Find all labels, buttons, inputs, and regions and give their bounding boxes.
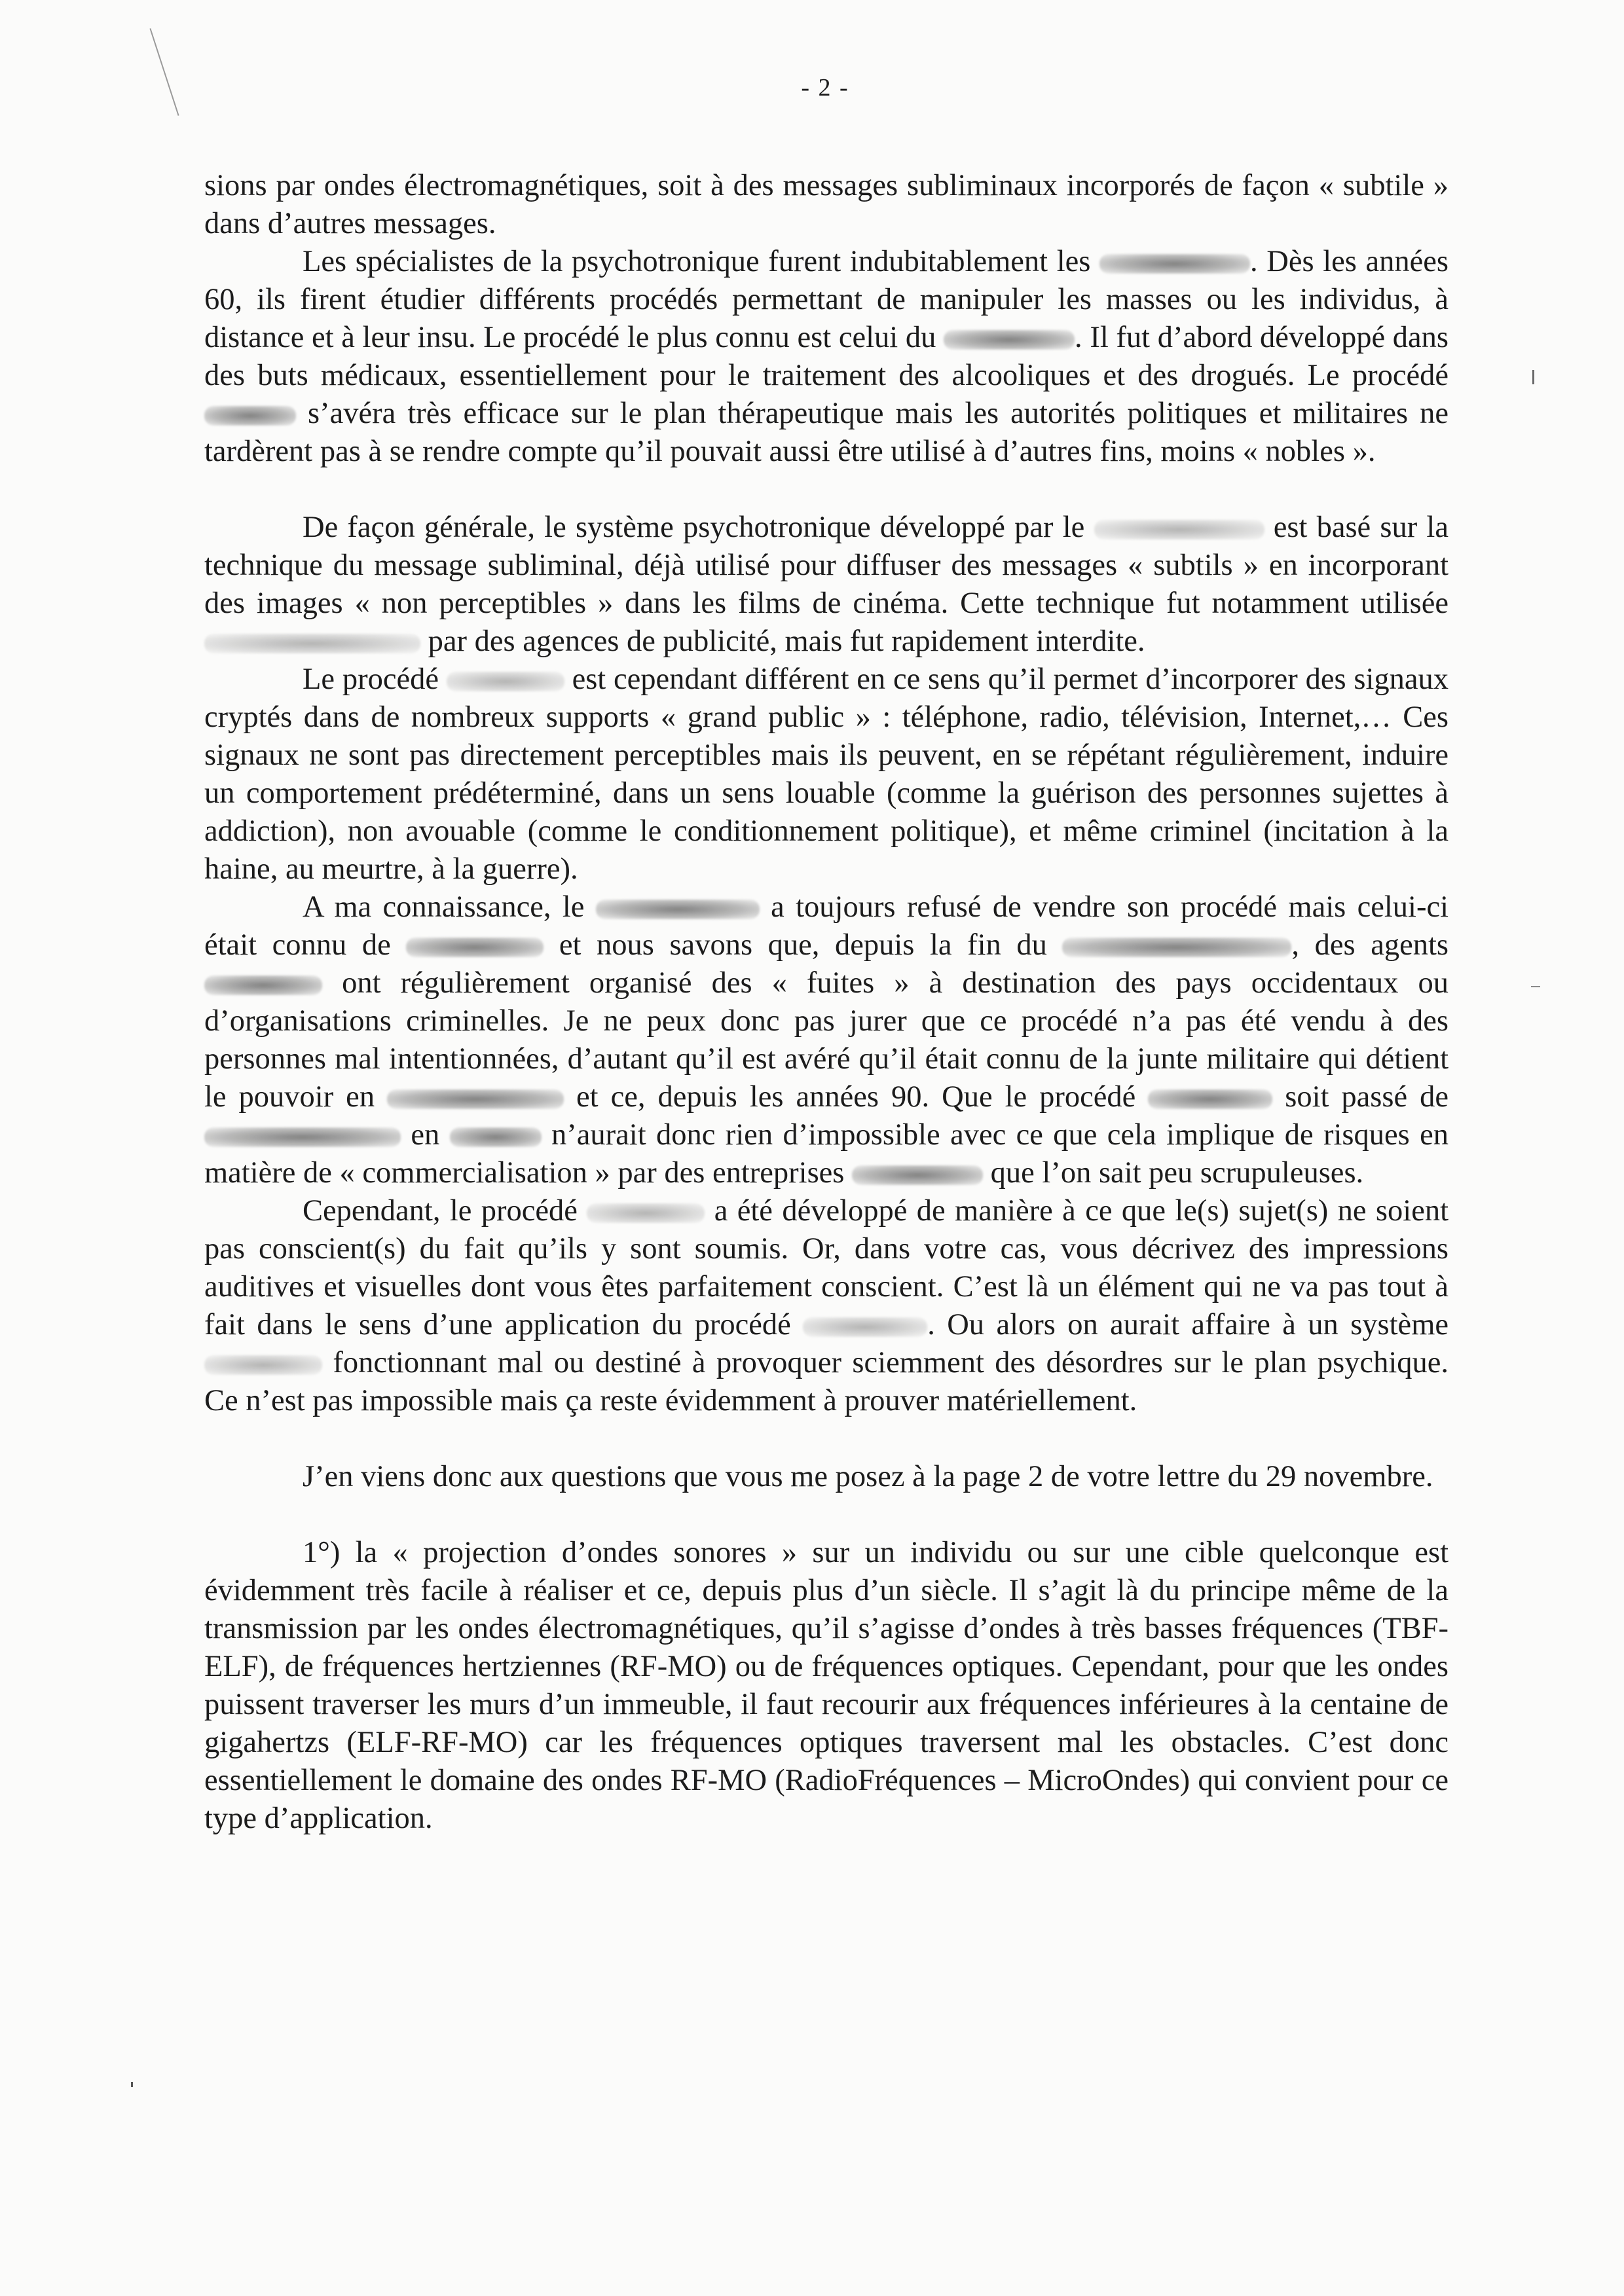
text-run: est cependant différent en ce sens qu’il permet d’incorporer des signaux cryptés dans de nombreux supports « grand public » : téléphone, radio, télévision, Internet,… Ces signaux ne sont pas directement perceptibles mais ils peuvent, en se répétant régulièrement, induire un comportement prédéterminé, dans un sens louable (comme la guérison des personnes sujettes à addiction), non avouable (comme le conditionnement politique), et même criminel (incitation à la haine, au meurtre, à la guerre). xyxy=(204,663,1449,886)
text-run: . Il fut d’abord développé dans des buts médicaux, essentiellement pour le traitement des alcooliques et des drogués. Le procédé xyxy=(204,321,1449,392)
redaction-mark xyxy=(387,1089,564,1109)
text-run: en xyxy=(401,1118,450,1152)
redaction-mark xyxy=(204,634,420,653)
text-run: que l’on sait peu scrupuleuses. xyxy=(983,1156,1364,1190)
redaction-mark xyxy=(596,900,760,919)
text-run: 1°) la « projection d’ondes sonores » sur un individu ou sur une cible quelconque est évidemment très facile à réaliser et ce, depuis plus d’un siècle. Il s’agit là du principe même de la transmission par les ondes électromagnétiques, qu’il s’agisse d’ondes à très basses fréquences (TBF-ELF), de fréquences hertziennes (RF-MO) ou de fréquences optiques. Cependant, pour que les ondes puissent traverser les murs d’un immeuble, il faut recourir aux fréquences inférieures à la centaine de gigahertzs (ELF-RF-MO) car les fréquences optiques traversent mal les obstacles. C’est donc essentiellement le domaine des ondes RF-MO (RadioFréquences – MicroOndes) qui convient pour ce type d’application. xyxy=(204,1536,1449,1835)
text-run: fonctionnant mal ou destiné à provoquer sciemment des désordres sur le plan psychique. Ce n’est pas impossible mais ça reste évidemment à prouver matériellement. xyxy=(204,1346,1449,1417)
text-run: et ce, depuis les années 90. Que le procédé xyxy=(564,1080,1149,1114)
text-run: , des agents xyxy=(1291,928,1449,962)
text-run: s’avéra très efficace sur le plan thérapeutique mais les autorités politiques et militaires ne tardèrent pas à se rendre compte qu’il pouvait aussi être utilisé à d’autres fins, moins « nobles ». xyxy=(204,397,1449,468)
text-run: soit passé de xyxy=(1272,1080,1449,1114)
redaction-mark xyxy=(1148,1089,1272,1109)
text-run: Le procédé xyxy=(303,663,447,696)
paragraph xyxy=(204,243,1449,471)
text-run: a toujours refusé de vendre son procédé mais celui-ci était connu de xyxy=(204,890,1449,962)
paragraph xyxy=(204,888,1449,1192)
redaction-mark xyxy=(944,330,1075,350)
text-run: par des agences de publicité, mais fut rapidement interdite. xyxy=(420,625,1145,658)
redaction-mark xyxy=(450,1127,542,1147)
scan-mark xyxy=(149,28,179,116)
text-run: Les spécialistes de la psychotronique furent indubitablement les xyxy=(303,245,1099,278)
redaction-mark xyxy=(406,938,544,957)
paragraph xyxy=(204,1192,1449,1420)
text-run: et nous savons que, depuis la fin du xyxy=(544,928,1063,962)
scan-mark xyxy=(1532,370,1534,384)
paragraph xyxy=(204,167,1449,243)
paragraph xyxy=(204,661,1449,888)
text-run: Cependant, le procédé xyxy=(303,1194,587,1228)
redaction-mark xyxy=(204,1127,401,1147)
redaction-mark xyxy=(204,975,322,995)
redaction-mark xyxy=(204,406,296,426)
text-run: . Ou alors on aurait affaire à un système xyxy=(927,1308,1449,1341)
paragraph xyxy=(204,1458,1449,1496)
scan-mark xyxy=(1531,986,1540,987)
paragraph xyxy=(204,1534,1449,1838)
text-run: De façon générale, le système psychotronique développé par le xyxy=(303,511,1094,544)
text-run: n’aurait donc rien d’impossible avec ce que cela implique de risques en matière de « commercialisation » par des entreprises xyxy=(204,1118,1449,1190)
redaction-mark xyxy=(447,672,564,691)
redaction-mark xyxy=(1062,938,1291,957)
text-run: sions par ondes électromagnétiques, soit à des messages subliminaux incorporés de façon « subtile » dans d’autres messages. xyxy=(204,169,1449,240)
redaction-mark xyxy=(803,1317,927,1337)
paragraph xyxy=(204,509,1449,661)
redaction-mark xyxy=(1099,254,1250,274)
redaction-mark xyxy=(204,1355,322,1375)
text-run: a été développé de manière à ce que le(s) sujet(s) ne soient pas conscient(s) du fait qu’ils y sont soumis. Or, dans votre cas, vous décrivez des impressions auditives et visuelles dont vous êtes parfaitement conscient. C’est là un élément qui ne va pas tout à fait dans le sens d’une application du procédé xyxy=(204,1194,1449,1341)
text-run: . Dès les années 60, ils firent étudier différents procédés permettant de manipuler les masses ou les individus, à distance et à leur insu. Le procédé le plus connu est celui du xyxy=(204,245,1449,354)
scan-mark xyxy=(131,2082,133,2087)
text-run: ont régulièrement organisé des « fuites » à destination des pays occidentaux ou d’organisations criminelles. Je ne peux donc pas jurer que ce procédé n’a pas été vendu à des personnes mal intentionnées, d’autant qu’il est avéré qu’il était connu de la junte militaire qui détient le pouvoir en xyxy=(204,966,1449,1114)
page-number: - 2 - xyxy=(801,74,849,101)
text-run: J’en viens donc aux questions que vous me posez à la page 2 de votre lettre du 29 novembre. xyxy=(303,1460,1433,1493)
text-run: est basé sur la technique du message subliminal, déjà utilisé pour diffuser des messages « subtils » en incorporant des images « non perceptibles » dans les films de cinéma. Cette technique fut notamment utilisée xyxy=(204,511,1449,620)
redaction-mark xyxy=(852,1165,983,1185)
text-run: A ma connaissance, le xyxy=(303,890,596,924)
redaction-mark xyxy=(1094,520,1264,539)
letter-body xyxy=(204,167,1449,1838)
redaction-mark xyxy=(587,1203,705,1223)
